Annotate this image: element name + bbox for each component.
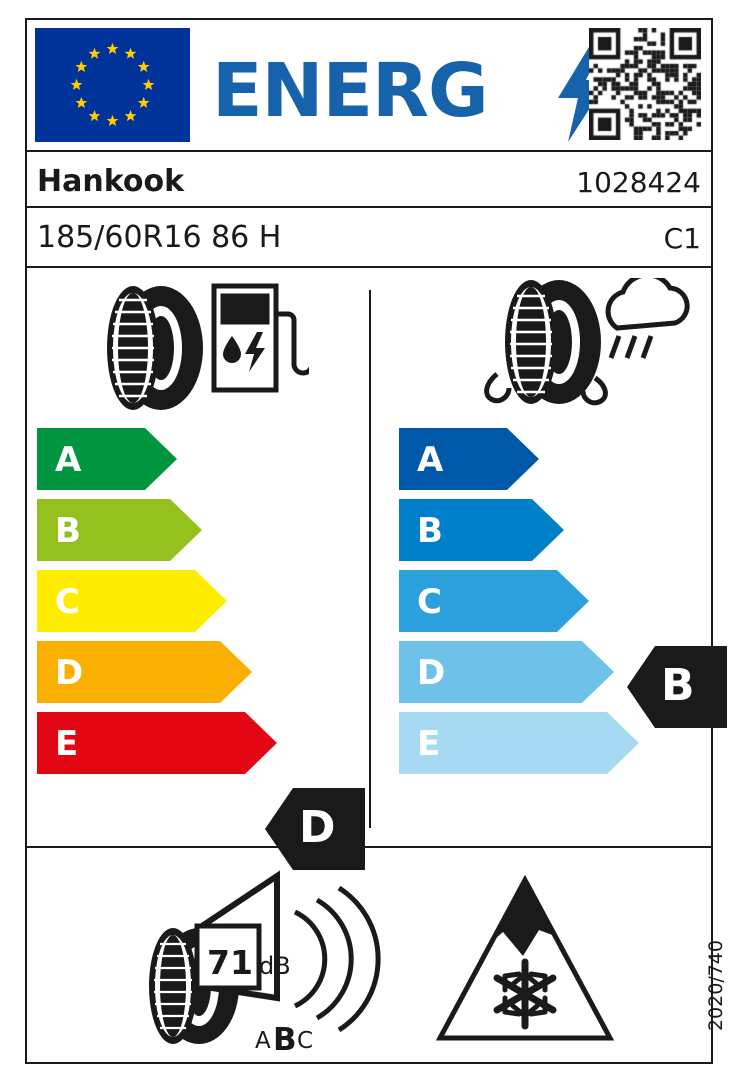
tyre-icon	[107, 286, 203, 410]
fuel-grade-C-label: C	[55, 582, 80, 622]
vertical-divider	[369, 290, 371, 828]
fuel-grade-A-label: A	[55, 440, 82, 480]
brand-name: Hankook	[37, 164, 185, 199]
fuel-pump-icon	[214, 286, 309, 390]
fuel-grade-B-label: B	[55, 511, 81, 551]
tyre-wet-icon	[487, 280, 606, 404]
snow-grip-icon	[435, 870, 615, 1059]
grading-section	[27, 268, 711, 853]
wet-rating-arrow	[627, 646, 727, 728]
tyre-energy-label	[25, 18, 727, 1064]
fuel-grade-D-label: D	[55, 653, 84, 693]
rain-cloud-icon	[608, 278, 687, 358]
noise-class-B: B	[273, 1022, 297, 1058]
wet-grade-E-label: E	[417, 724, 441, 764]
noise-value: 71	[207, 943, 253, 982]
size-row	[27, 208, 711, 266]
product-code: 1028424	[576, 166, 701, 199]
noise-class-C: C	[297, 1028, 314, 1054]
brand-row	[27, 152, 711, 206]
wet-grade-B-label: B	[417, 511, 443, 551]
fuel-grade-E-label: E	[55, 724, 79, 764]
fuel-efficiency-icons	[99, 278, 309, 422]
wet-grade-D-label: D	[417, 653, 446, 693]
wet-grade-A-label: A	[417, 440, 444, 480]
noise-unit: dB	[259, 952, 291, 980]
regulation-reference: 2020/740	[705, 940, 727, 1032]
tyre-size: 185/60R16 86 H	[37, 220, 282, 255]
noise-class-A: A	[255, 1028, 271, 1054]
sound-waves-icon	[295, 888, 378, 1030]
qr-code-icon	[589, 28, 701, 140]
wet-rating-value: B	[661, 660, 695, 711]
wet-grip-icons	[467, 278, 697, 422]
snowflake-icon	[497, 962, 553, 1026]
tyre-class: C1	[663, 222, 701, 255]
energ-wordmark: ENERG	[212, 48, 488, 134]
wet-grade-C-label: C	[417, 582, 442, 622]
eu-flag-icon	[35, 28, 190, 142]
bottom-section	[27, 848, 727, 1068]
fuel-rating-value: D	[299, 802, 336, 853]
noise-section	[137, 870, 397, 1064]
label-header	[27, 20, 711, 150]
